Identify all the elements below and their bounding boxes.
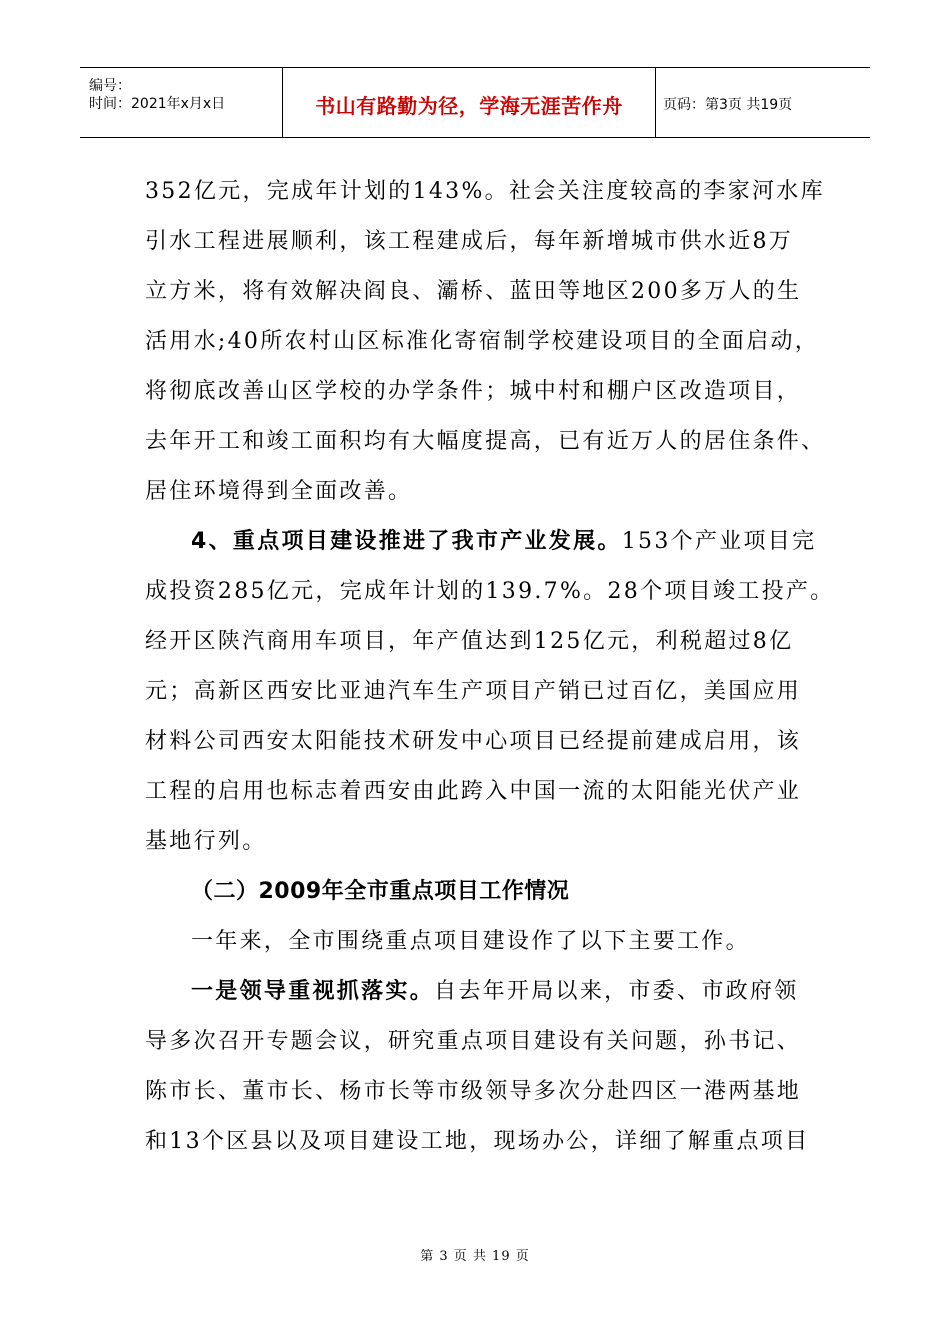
text-line: 材料公司西安太阳能技术研发中心项目已经提前建成启用，该	[145, 729, 802, 754]
header-info-cell	[80, 68, 282, 137]
text-line: 4、重点项目建设推进了我市产业发展。153个产业项目完	[191, 529, 817, 554]
text-line: 一是领导重视抓落实。自去年开局以来，市委、市政府领	[191, 979, 799, 1004]
text-line: 导多次召开专题会议，研究重点项目建设有关问题，孙书记、	[145, 1029, 802, 1054]
text-line: 引水工程进展顺利，该工程建成后，每年新增城市供水近8万	[145, 229, 794, 254]
page-footer: 第 3 页 共 19 页	[420, 1249, 530, 1264]
text-line: 352亿元，完成年计划的143%。社会关注度较高的李家河水库	[145, 179, 825, 204]
section-heading: 一是领导重视抓落实。	[191, 979, 435, 1004]
text-line: 去年开工和竣工面积均有大幅度提高，已有近万人的居住条件、	[145, 429, 826, 454]
section-heading: （二）2009年全市重点项目工作情况	[191, 879, 570, 904]
header-motto-cell	[282, 68, 656, 137]
section-heading: 4、重点项目建设推进了我市产业发展。	[191, 529, 622, 554]
text-line: 一年来，全市围绕重点项目建设作了以下主要工作。	[191, 929, 750, 954]
text-line: 居住环境得到全面改善。	[145, 479, 413, 504]
text-line: 经开区陕汽商用车项目，年产值达到125亿元，利税超过8亿	[145, 629, 794, 654]
number-label: 编号：	[89, 78, 131, 94]
text-line: 和13个区县以及项目建设工地，现场办公，详细了解重点项目	[145, 1129, 810, 1154]
text-line: 将彻底改善山区学校的办学条件；城中村和棚户区改造项目，	[145, 379, 802, 404]
text-line: 成投资285亿元，完成年计划的139.7%。28个项目竣工投产。	[145, 579, 835, 604]
text-line: 元；高新区西安比亚迪汽车生产项目产销已过百亿，美国应用	[145, 679, 802, 704]
text-line: 工程的启用也标志着西安由此跨入中国一流的太阳能光伏产业	[145, 779, 802, 804]
page-label: 页码：第3页 共19页	[663, 97, 793, 113]
document-header	[80, 67, 870, 138]
motto: 书山有路勤为径，学海无涯苦作舟	[315, 94, 623, 118]
text-line	[191, 872, 569, 912]
header-page-cell	[655, 68, 870, 137]
date-label: 时间：2021年x月x日	[89, 96, 226, 112]
text-line: 立方米，将有效解决阎良、灞桥、蓝田等地区200多万人的生	[145, 279, 802, 304]
text-line: 陈市长、董市长、杨市长等市级领导多次分赴四区一港两基地	[145, 1079, 802, 1104]
text-line: 基地行列。	[145, 829, 267, 854]
text-line: 活用水;40所农村山区标准化寄宿制学校建设项目的全面启动，	[145, 329, 820, 354]
